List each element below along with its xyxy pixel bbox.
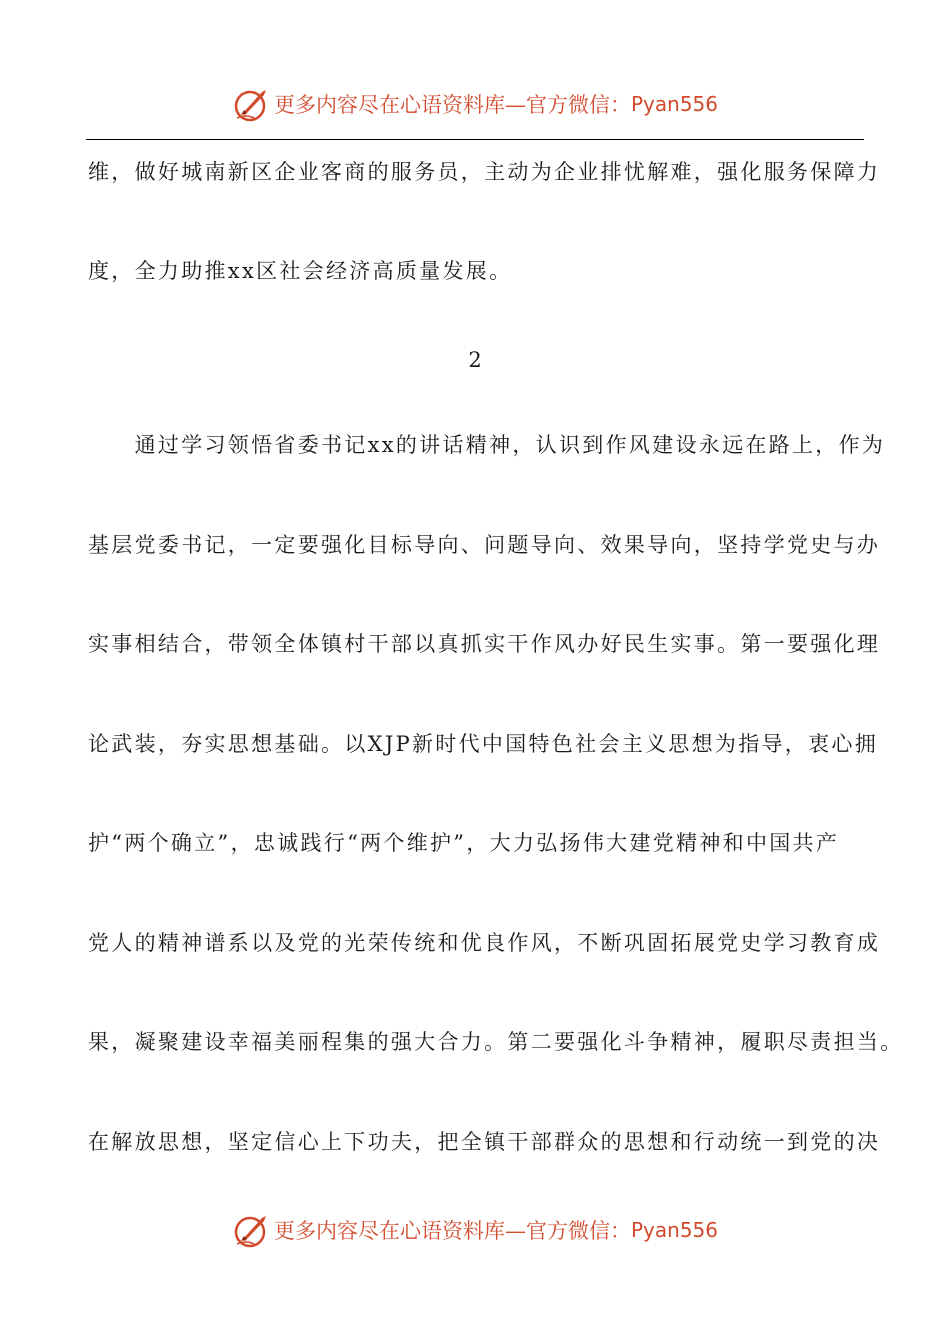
body-line: 维，做好城南新区企业客商的服务员，主动为企业排忧解难，强化服务保障力 bbox=[88, 160, 881, 184]
body-line: 在解放思想，坚定信心上下功夫，把全镇干部群众的思想和行动统一到党的决 bbox=[88, 1130, 881, 1154]
body-line: 基层党委书记，一定要强化目标导向、问题导向、效果导向，坚持学党史与办 bbox=[88, 533, 881, 557]
header-banner-text: 更多内容尽在心语资料库—官方微信： bbox=[273, 93, 631, 117]
body-line: 党人的精神谱系以及党的光荣传统和优良作风，不断巩固拓展党史学习教育成 bbox=[88, 931, 881, 955]
body-line: 论武装，夯实思想基础。以XJP新时代中国特色社会主义思想为指导，衷心拥 bbox=[88, 732, 878, 756]
quill-pen-logo-icon bbox=[232, 1210, 272, 1250]
header-divider bbox=[86, 139, 864, 140]
quill-pen-logo-icon bbox=[232, 84, 272, 124]
body-line: 通过学习领悟省委书记xx的讲话精神，认识到作风建设永远在路上，作为 bbox=[88, 433, 886, 457]
footer-banner-text: 更多内容尽在心语资料库—官方微信： bbox=[273, 1219, 631, 1243]
header-wechat-id: Pyan556 bbox=[630, 92, 718, 116]
footer-wechat-id: Pyan556 bbox=[630, 1218, 718, 1242]
header-banner[interactable] bbox=[0, 82, 950, 126]
section-number: 2 bbox=[468, 348, 482, 372]
footer-banner[interactable] bbox=[0, 1208, 950, 1252]
body-line: 度，全力助推xx区社会经济高质量发展。 bbox=[88, 259, 513, 283]
body-line: 果，凝聚建设幸福美丽程集的强大合力。第二要强化斗争精神，履职尽责担当。 bbox=[88, 1030, 904, 1054]
body-line: 护“两个确立”，忠诚践行“两个维护”，大力弘扬伟大建党精神和中国共产 bbox=[88, 831, 840, 855]
body-line: 实事相结合，带领全体镇村干部以真抓实干作风办好民生实事。第一要强化理 bbox=[88, 632, 881, 656]
